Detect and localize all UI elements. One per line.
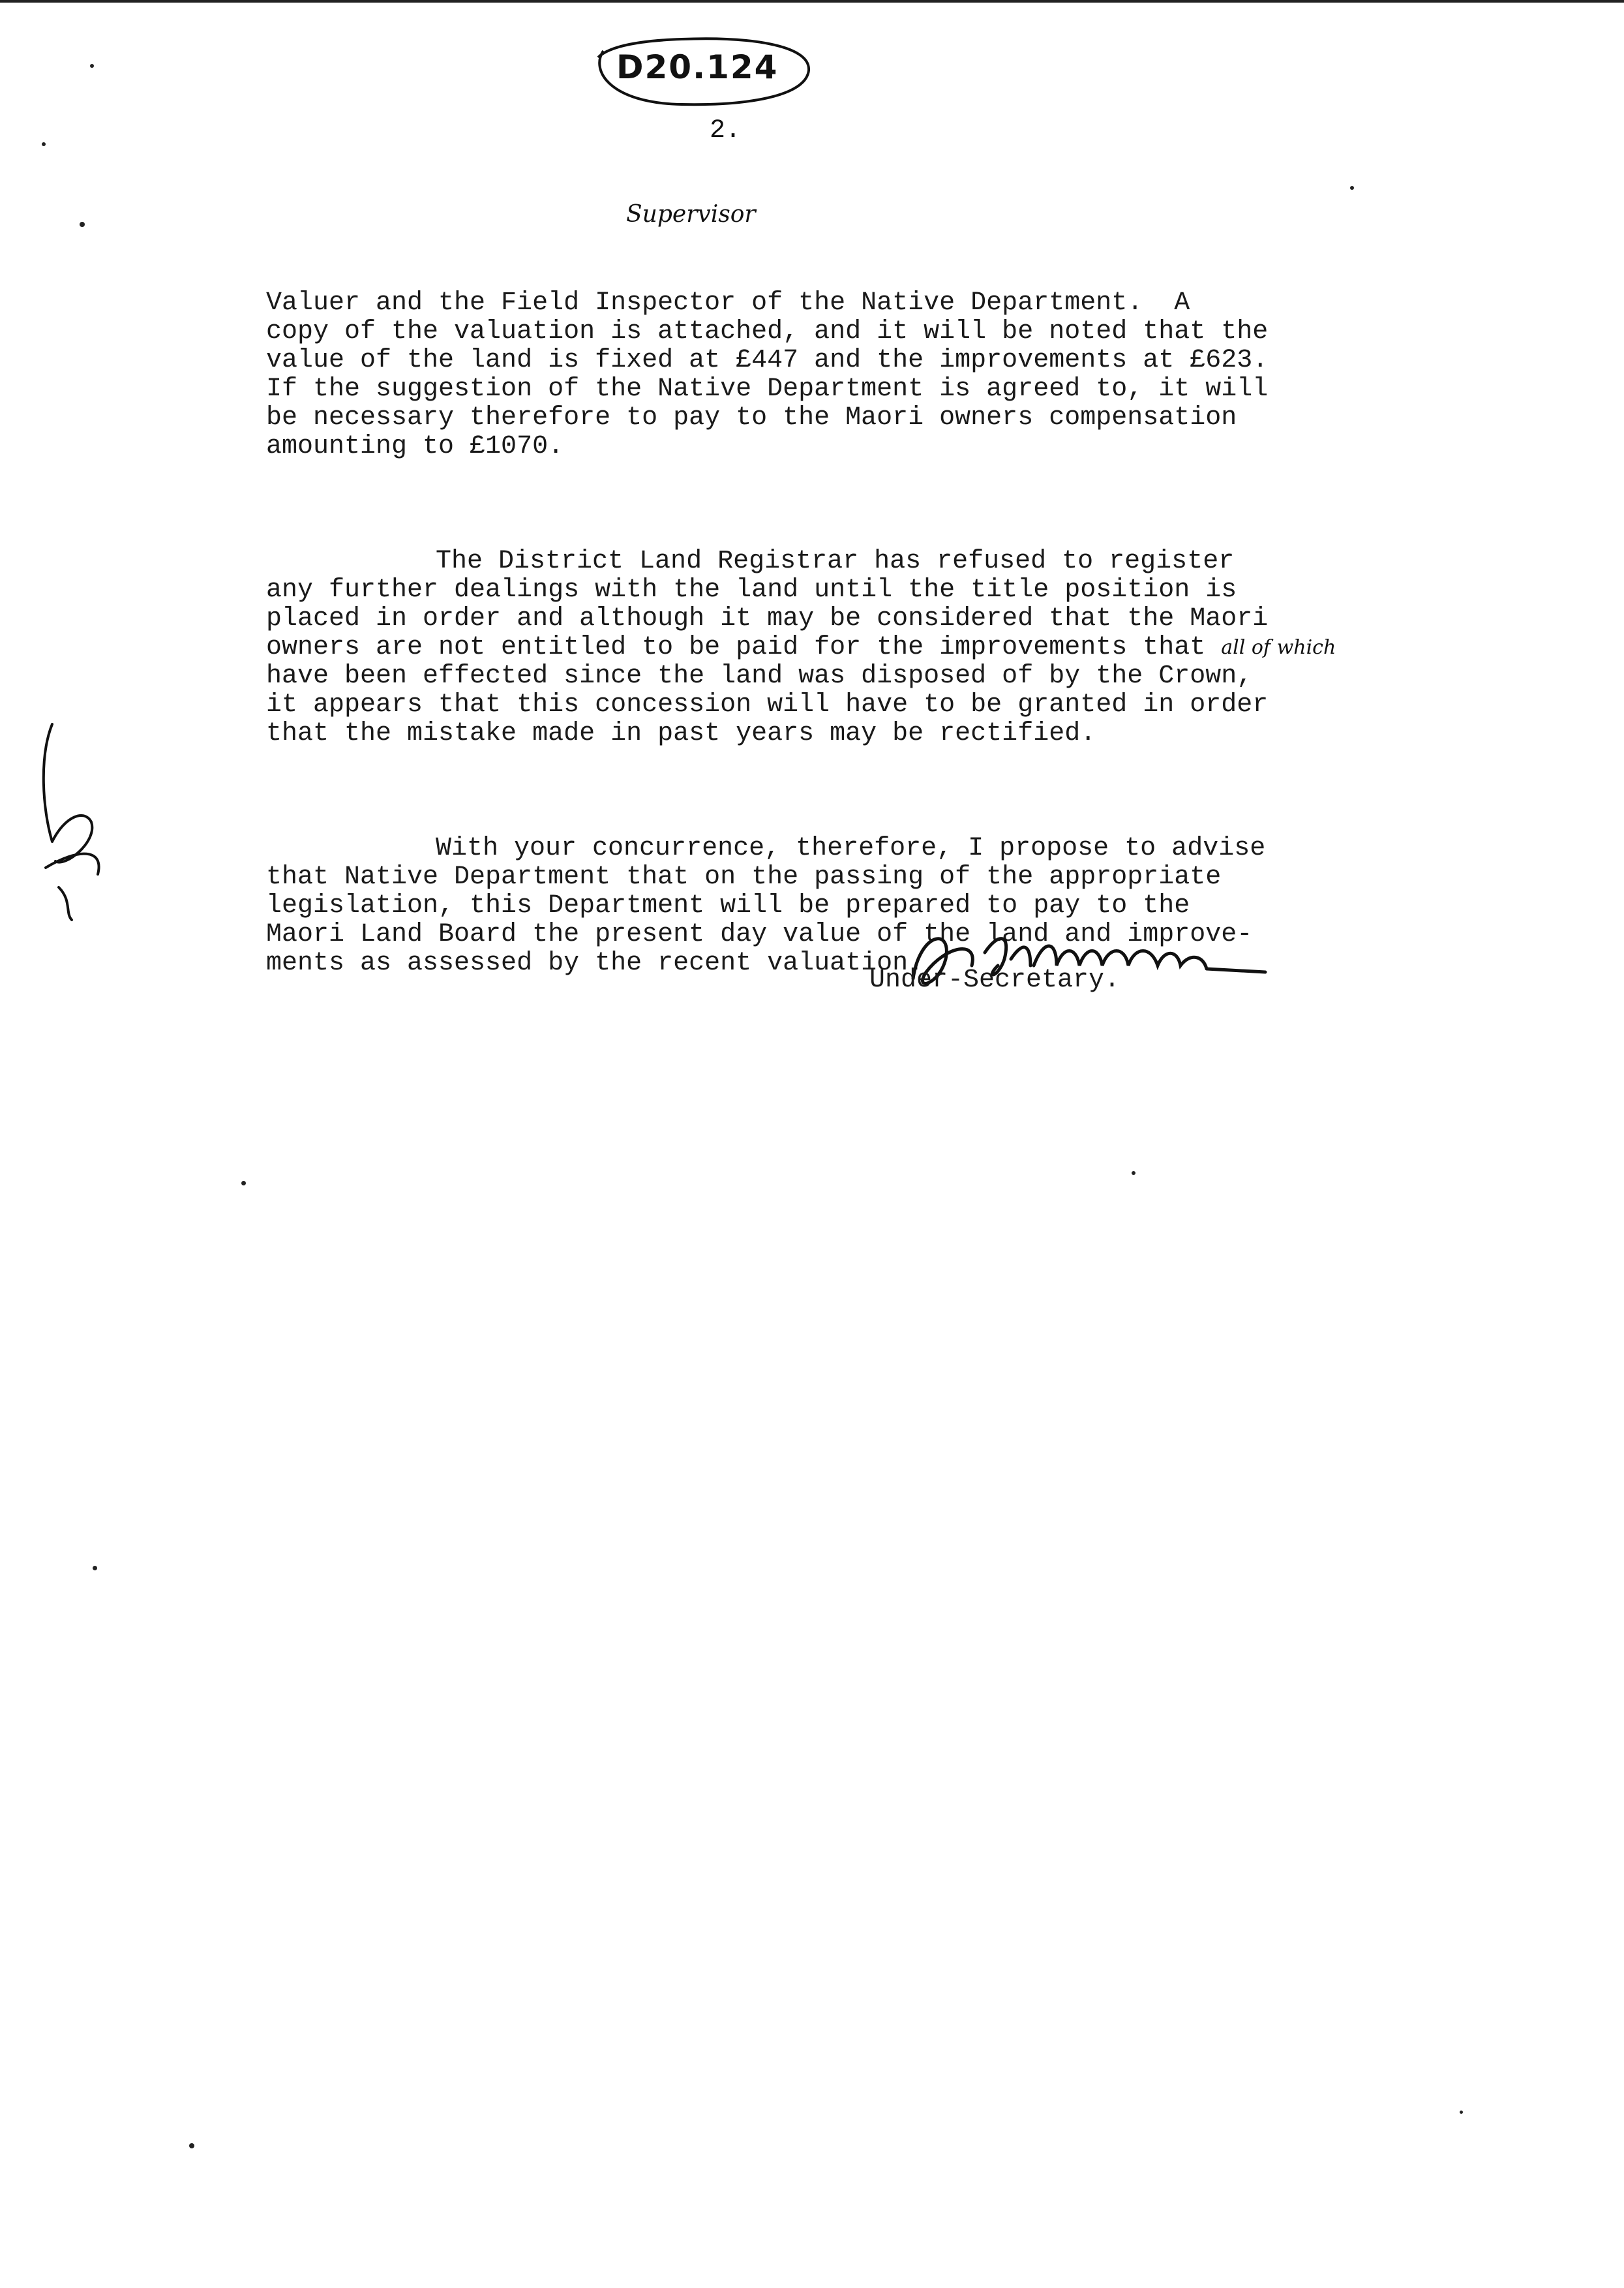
- text-line: have been effected since the land was disposed of by the Crown,: [266, 662, 1253, 691]
- paper-speck: [1350, 186, 1354, 190]
- handwritten-margin-insertion: all of which: [1221, 636, 1336, 659]
- signature-title: Under-Secretary.: [869, 966, 1120, 995]
- text-line: placed in order and although it may be considered that the Maori: [266, 604, 1269, 633]
- page-top-edge: [0, 0, 1624, 3]
- paragraph-1: [266, 289, 1407, 461]
- page-number: 2.: [710, 116, 742, 145]
- text-line: owners are not entitled to be paid for the improvements that: [266, 633, 1206, 662]
- paper-speck: [80, 222, 85, 227]
- handwritten-insertion: Supervisor: [626, 201, 756, 228]
- paragraph-2: [266, 547, 1407, 748]
- letter-body: [266, 232, 1407, 1007]
- paper-speck: [1132, 1171, 1135, 1175]
- paper-speck: [241, 1181, 246, 1185]
- text-line: Valuer and the Field Inspector of the Native Department. A: [266, 288, 1190, 318]
- reference-stamp: [584, 31, 819, 136]
- paper-speck: [189, 2143, 194, 2148]
- reference-number: D20.124: [616, 48, 779, 86]
- text-line: be necessary therefore to pay to the Maori owners compensation: [266, 403, 1237, 433]
- text-line: The District Land Registrar has refused to register: [436, 547, 1235, 576]
- text-line: that the mistake made in past years may be rectified.: [266, 719, 1096, 748]
- text-line: value of the land is fixed at £447 and the improvements at £623.: [266, 346, 1269, 375]
- text-line: With your concurrence, therefore, I propose to advise: [436, 834, 1266, 863]
- text-line: that Native Department that on the passing of the appropriate: [266, 862, 1222, 892]
- paper-speck: [42, 142, 46, 146]
- paper-speck: [93, 1566, 97, 1570]
- text-line: any further dealings with the land until the title position is: [266, 575, 1237, 605]
- text-line: amounting to £1070.: [266, 432, 564, 461]
- paper-speck: [90, 64, 94, 68]
- text-line: it appears that this concession will have to be granted in order: [266, 690, 1269, 720]
- text-line: legislation, this Department will be prepared to pay to the: [266, 891, 1190, 921]
- margin-initials-icon: [26, 718, 117, 926]
- text-line: If the suggestion of the Native Department is agreed to, it will: [266, 374, 1269, 404]
- paper-speck: [1460, 2111, 1463, 2114]
- text-line: Maori Land Board the present day value of the land and improve-: [266, 920, 1253, 949]
- text-line: copy of the valuation is attached, and it will be noted that the: [266, 317, 1269, 346]
- text-line: ments as assessed by the recent valuation.: [266, 949, 924, 978]
